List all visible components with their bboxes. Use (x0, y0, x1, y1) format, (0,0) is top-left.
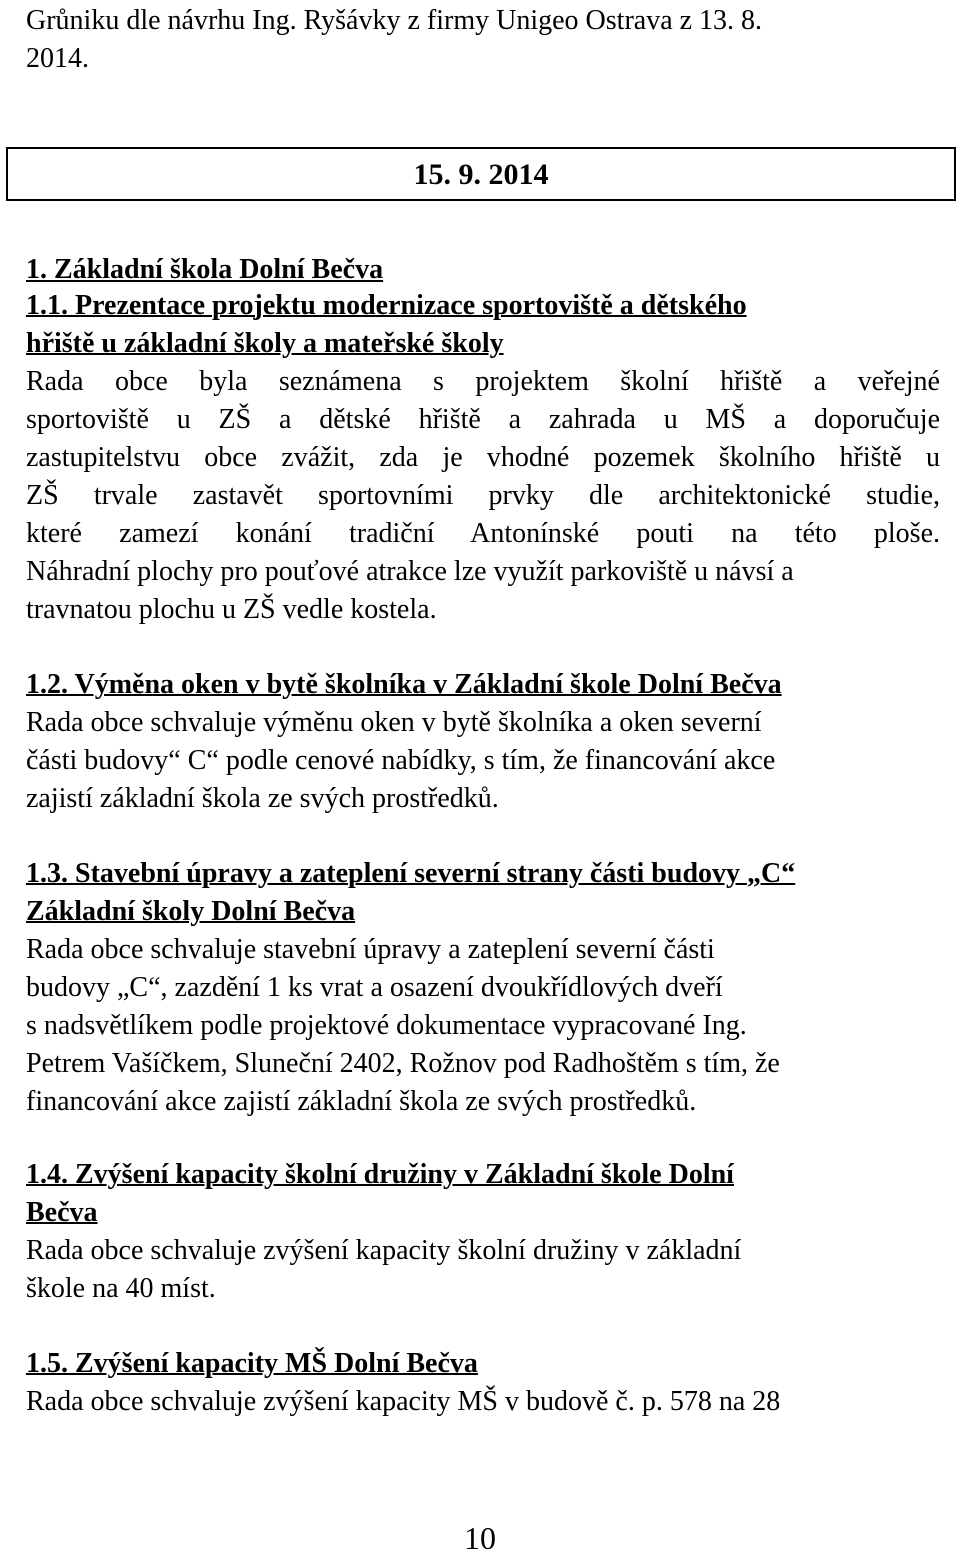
meeting-date-box (6, 147, 956, 201)
item-body-line: které zamezí konání tradiční Antonínské pouti na této ploše. (26, 518, 940, 549)
item-body-line: Rada obce schvaluje zvýšení kapacity školní družiny v základní (26, 1235, 742, 1266)
intro-paragraph (26, 2, 940, 78)
item-body-line: Rada obce byla seznámena s projektem školní hřiště a veřejné (26, 366, 940, 397)
agenda-item-1-3 (26, 855, 940, 1121)
page-number: 10 (464, 1520, 496, 1556)
item-heading: 1.2. Výměna oken v bytě školníka v Základní škole Dolní Bečva (26, 669, 782, 700)
item-body-line: financování akce zajistí základní škola ze svých prostředků. (26, 1086, 697, 1117)
section-title: 1. Základní škola Dolní Bečva (26, 254, 384, 285)
item-body-line: Rada obce schvaluje zvýšení kapacity MŠ v budově č. p. 578 na 28 (26, 1386, 781, 1417)
intro-line: 2014. (26, 43, 89, 74)
item-heading: hřiště u základní školy a mateřské školy (26, 328, 504, 359)
item-body-line: části budovy“ C“ podle cenové nabídky, s tím, že financování akce (26, 745, 776, 776)
item-body-line: zajistí základní škola ze svých prostředků. (26, 783, 499, 814)
item-body-line: zastupitelstvu obce zvážit, zda je vhodné pozemek školního hřiště u (26, 442, 940, 473)
item-heading: Bečva (26, 1197, 98, 1228)
intro-line: Grůniku dle návrhu Ing. Ryšávky z firmy Unigeo Ostrava z 13. 8. (26, 5, 763, 36)
item-body-line: travnatou plochu u ZŠ vedle kostela. (26, 594, 437, 625)
meeting-date: 15. 9. 2014 (413, 158, 549, 191)
item-body-line: budovy „C“, zazdění 1 ks vrat a osazení dvoukřídlových dveří (26, 972, 723, 1003)
item-body-line: s nadsvětlíkem podle projektové dokumentace vypracované Ing. (26, 1010, 747, 1041)
agenda-item-1-1 (26, 287, 940, 629)
item-body-line: škole na 40 míst. (26, 1273, 216, 1304)
item-body-line: Rada obce schvaluje stavební úpravy a zateplení severní části (26, 934, 715, 965)
item-body-line: Náhradní plochy pro pouťové atrakce lze využít parkoviště u návsí a (26, 556, 794, 587)
item-body-line: ZŠ trvale zastavět sportovními prvky dle architektonické studie, (26, 480, 940, 511)
item-body-line: Rada obce schvaluje výměnu oken v bytě školníka a oken severní (26, 707, 762, 738)
item-body-line: Petrem Vašíčkem, Sluneční 2402, Rožnov pod Radhoštěm s tím, že (26, 1048, 780, 1079)
item-heading: Základní školy Dolní Bečva (26, 896, 356, 927)
item-heading: 1.1. Prezentace projektu modernizace sportoviště a dětského (26, 290, 747, 321)
item-heading: 1.5. Zvýšení kapacity MŠ Dolní Bečva (26, 1348, 478, 1379)
item-body-line: sportoviště u ZŠ a dětské hřiště a zahrada u MŠ a doporučuje (26, 404, 940, 435)
agenda-item-1-5 (26, 1345, 940, 1421)
item-heading: 1.3. Stavební úpravy a zateplení severní strany části budovy „C“ (26, 858, 796, 889)
agenda-item-1-2 (26, 666, 940, 818)
item-heading: 1.4. Zvýšení kapacity školní družiny v Základní škole Dolní (26, 1159, 734, 1190)
agenda-item-1-4 (26, 1156, 940, 1308)
